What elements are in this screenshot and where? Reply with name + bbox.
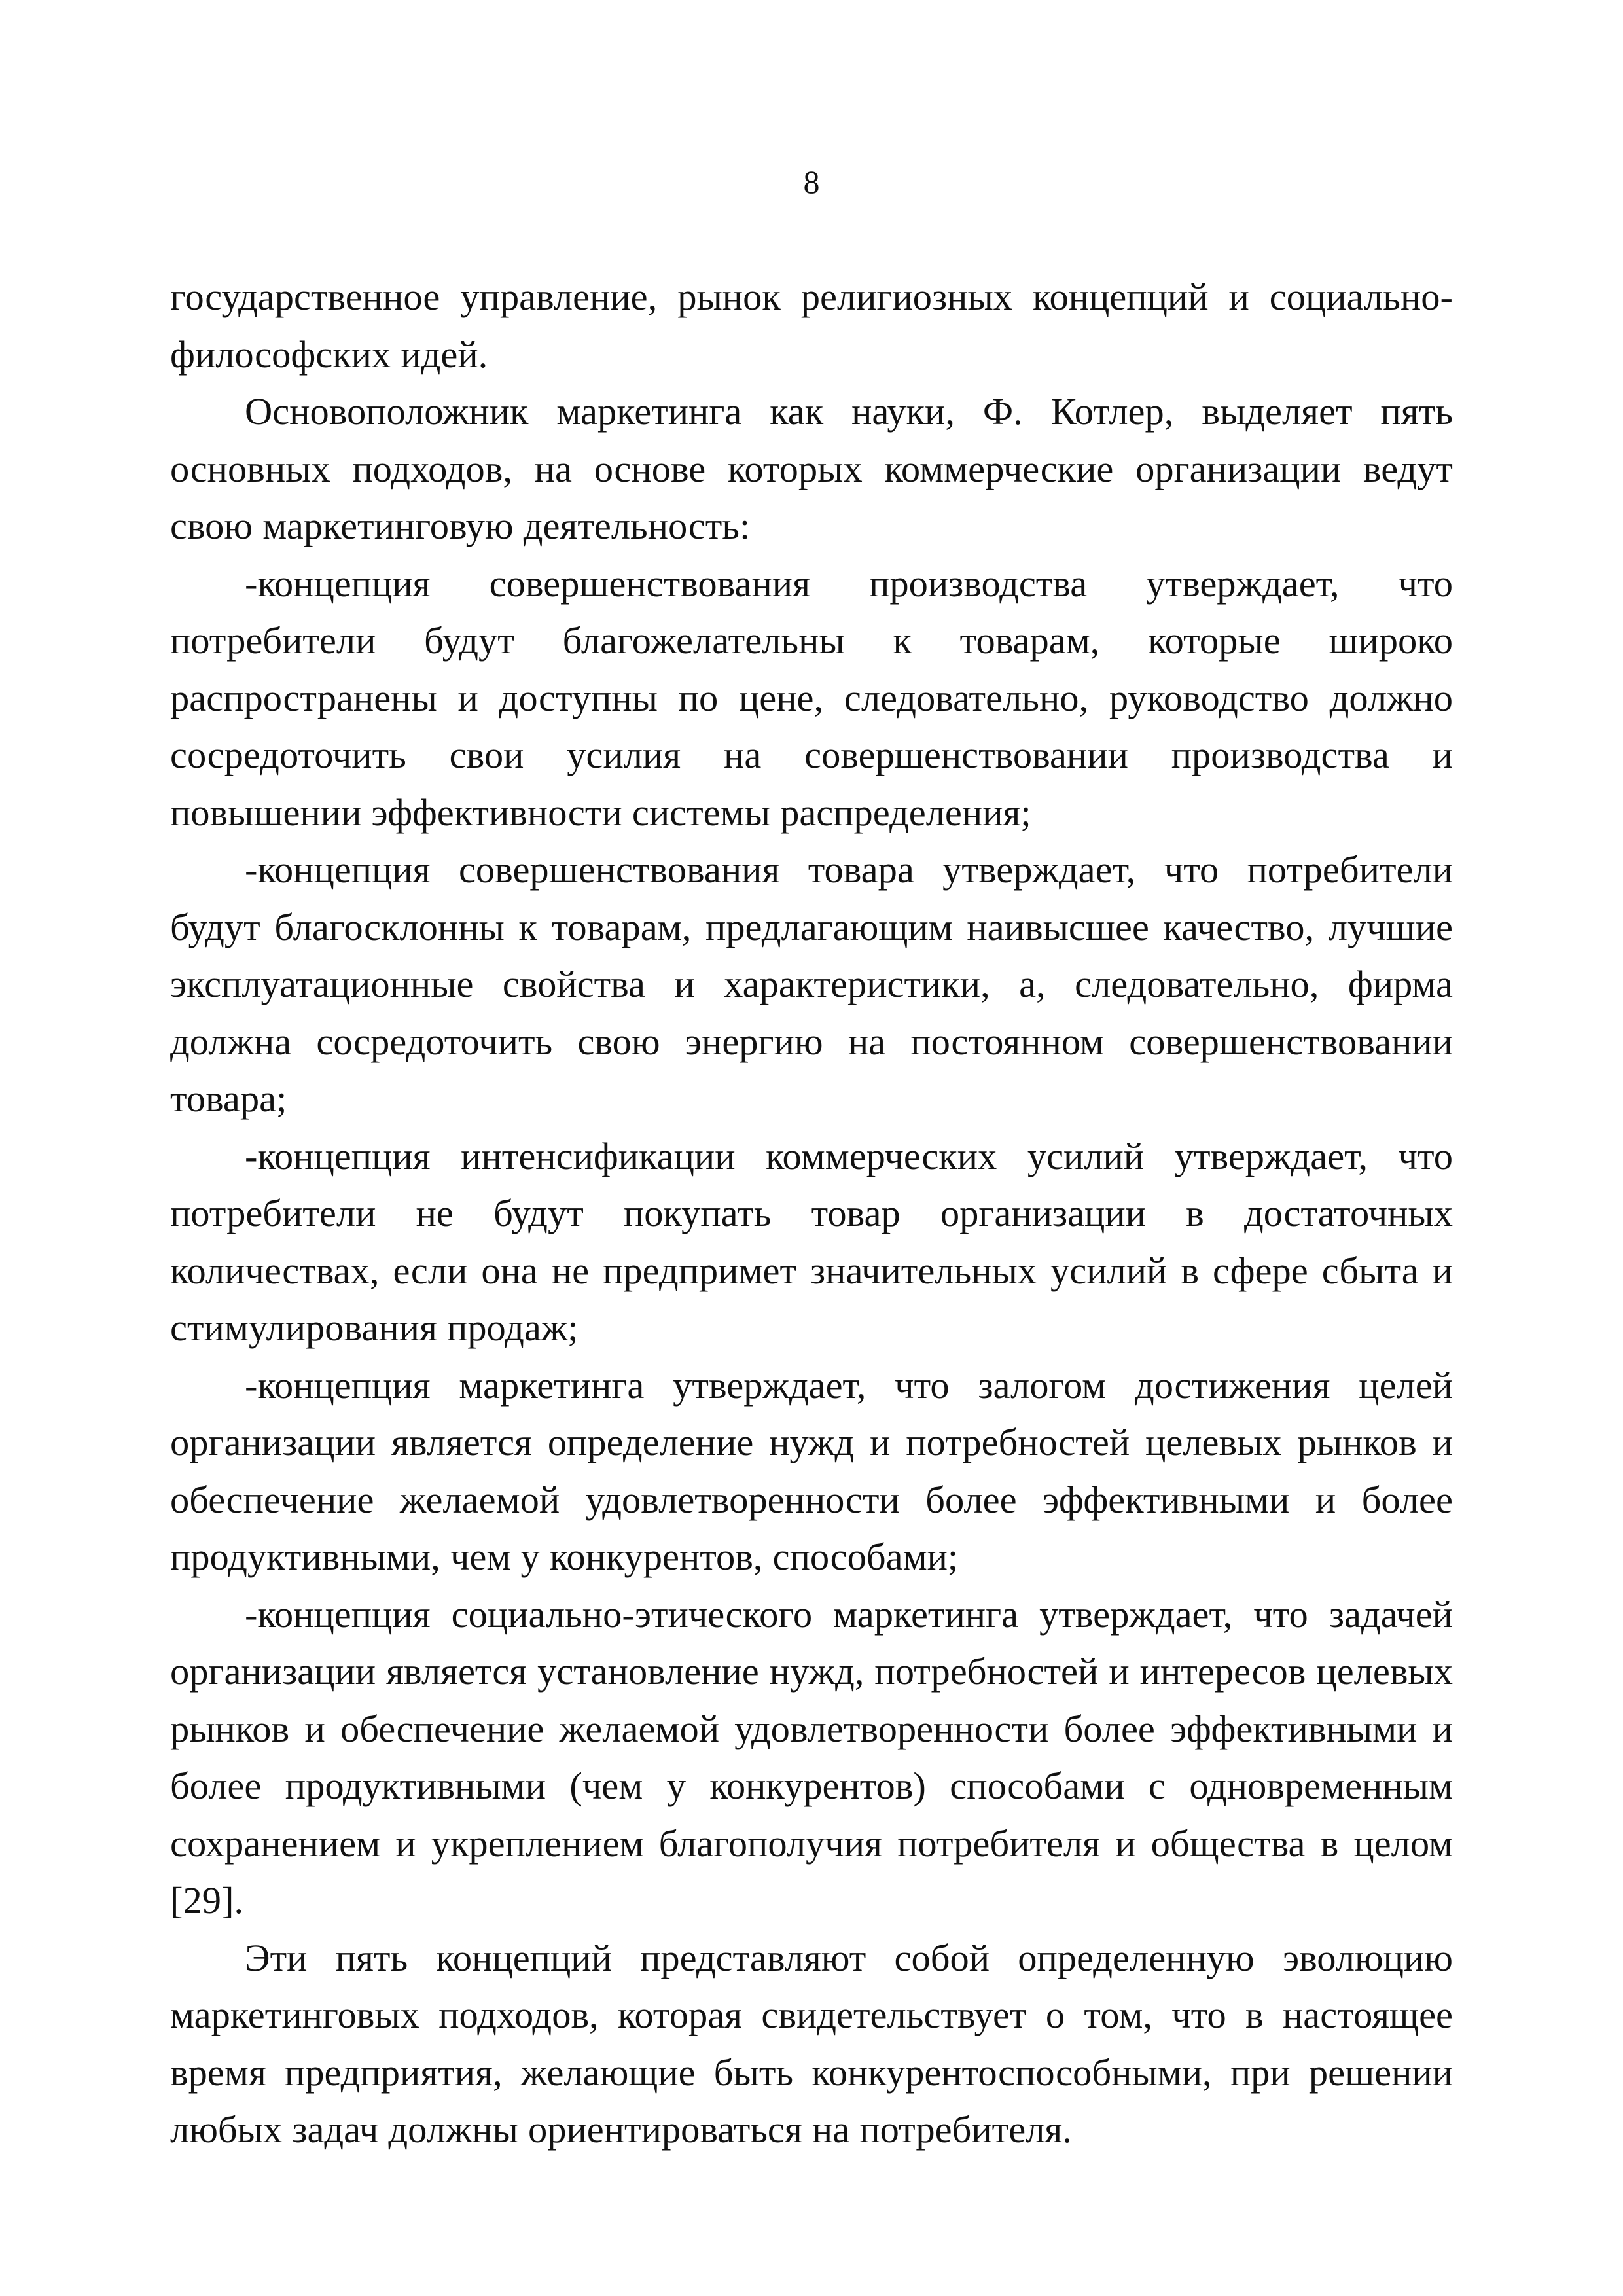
page-number: 8: [803, 164, 820, 200]
body-text: [170, 268, 1453, 2159]
paragraph-continuation: государственное управление, рынок религиозных концепций и социально-философских идей.: [170, 276, 1453, 376]
paragraph-kotler-intro: Основоположник маркетинга как науки, Ф. Котлер, выделяет пять основных подходов, на основе которых коммерческие организации ведут свою маркетинговую деятельность:: [170, 390, 1453, 547]
paragraph-selling-concept: -концепция интенсификации коммерческих усилий утверждает, что потребители не будут покупать товар организации в достаточных количествах, если она не предпримет значительных усилий в сфере сбыта и стимулирования продаж;: [170, 1134, 1453, 1349]
paragraph-production-concept: -концепция совершенствования производства утверждает, что потребители будут благожелательны к товарам, которые широко распространены и доступны по цене, следовательно, руководство должно сосредоточить свои усилия на совершенствовании производства и повышении эффективности системы распределения;: [170, 562, 1453, 834]
paragraph-product-concept: -концепция совершенствования товара утверждает, что потребители будут благосклонны к товарам, предлагающим наивысшее качество, лучшие эксплуатационные свойства и характеристики, а, следовательно, фирма должна сосредоточить свою энергию на постоянном совершенствовании товара;: [170, 848, 1453, 1120]
paragraph-marketing-concept: -концепция маркетинга утверждает, что залогом достижения целей организации является определение нужд и потребностей целевых рынков и обеспечение желаемой удовлетворенности более эффективными и более продуктивными, чем у конкурентов, способами;: [170, 1363, 1453, 1578]
paragraph-societal-marketing-concept: -концепция социально-этического маркетинга утверждает, что задачей организации является установление нужд, потребностей и интересов целевых рынков и обеспечение желаемой удовлетворенности более эффективными и более продуктивными (чем у конкурентов) способами с одновременным сохранением и укреплением благополучия потребителя и общества в целом [29].: [170, 1592, 1453, 1922]
paragraph-conclusion: Эти пять концепций представляют собой определенную эволюцию маркетинговых подходов, которая свидетельствует о том, что в настоящее время предприятия, желающие быть конкурентоспособными, при решении любых задач должны ориентироваться на потребителя.: [170, 1936, 1453, 2151]
